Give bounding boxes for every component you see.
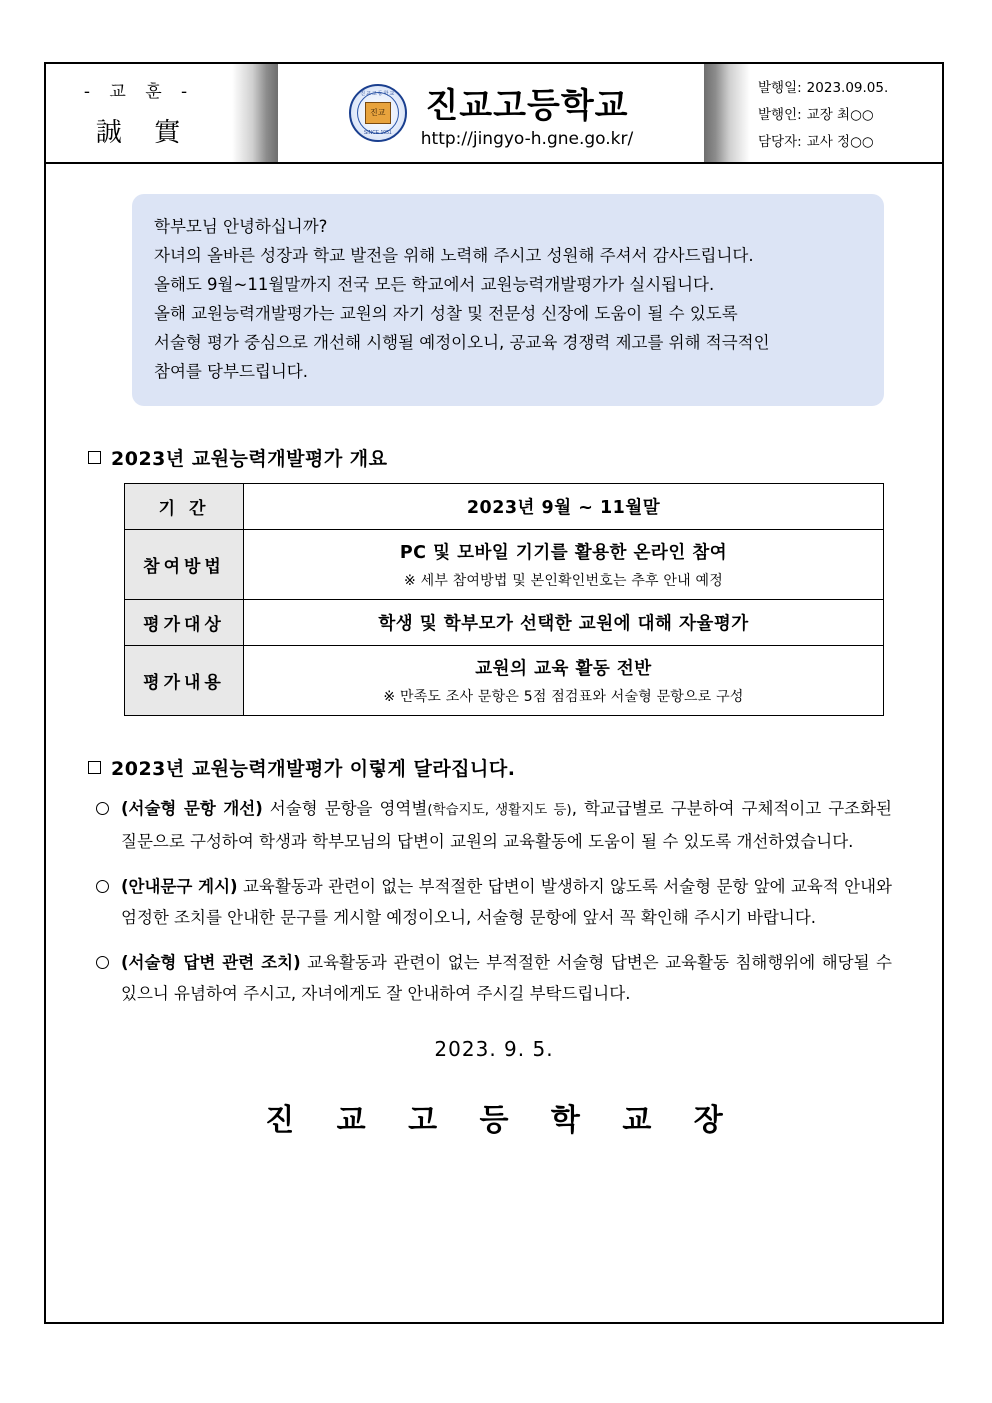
document-page xyxy=(44,62,944,1324)
emblem-bottom-text: SINCE 1951 xyxy=(363,130,392,136)
meta-value-publisher: 교장 최○○ xyxy=(806,107,874,123)
school-identity xyxy=(278,64,704,162)
meta-row-contact xyxy=(758,130,942,150)
table-row-value xyxy=(244,600,884,646)
list-item-text xyxy=(121,793,892,857)
list-item xyxy=(96,793,892,857)
emblem-core-text: 진교 xyxy=(365,102,391,124)
table-row xyxy=(125,646,884,716)
section-heading-overview-label: 2023년 교원능력개발평가 개요 xyxy=(111,448,388,470)
header-gradient-left xyxy=(232,64,278,162)
list-item-title: (서술형 답변 관련 조치) xyxy=(121,953,301,972)
publication-meta xyxy=(750,64,942,162)
notice-line: 올해도 9월~11월말까지 전국 모든 학교에서 교원능력개발평가가 실시됩니다. xyxy=(154,275,715,294)
list-item xyxy=(96,947,892,1009)
changes-list xyxy=(76,793,912,1009)
list-item-title: (서술형 문항 개선) xyxy=(121,799,263,818)
meta-label-issue-date: 발행일: xyxy=(758,80,802,96)
table-row-value xyxy=(244,646,884,716)
table-row xyxy=(125,484,884,530)
document-date: 2023. 9. 5. xyxy=(434,1037,554,1061)
document-signature: 진 교 고 등 학 교 장 xyxy=(265,1103,739,1138)
list-item-body-pre: 교육활동과 관련이 없는 부적절한 서술형 답변은 교육활동 침해행위에 해당될 수 있으니 유념하여 주시고, 자녀에게도 잘 안내하여 주시길 부탁드립니다. xyxy=(121,953,892,1003)
list-item-body-pre: 교육활동과 관련이 없는 부적절한 답변이 발생하지 않도록 서술형 문항 앞에 교육적 안내와 엄정한 조치를 안내한 문구를 게시할 예정이오니, 서술형 문항에 앞서 꼭 확인해 주시기 바랍니다. xyxy=(121,877,892,927)
school-url[interactable]: http://jingyo-h.gne.go.kr/ xyxy=(420,128,634,149)
meta-value-issue-date: 2023.09.05. xyxy=(806,80,889,96)
square-bullet-icon xyxy=(88,451,101,464)
table-row-value xyxy=(244,484,884,530)
table-row xyxy=(125,530,884,600)
notice-line: 학부모님 안녕하십니까? xyxy=(154,217,328,236)
table-value-main: 2023년 9월 ~ 11월말 xyxy=(466,498,661,518)
emblem-top-text: 진교고등학교 xyxy=(360,91,396,97)
square-bullet-icon xyxy=(88,761,101,774)
school-text-block xyxy=(421,78,633,149)
school-motto xyxy=(46,64,232,162)
school-name: 진교고등학교 xyxy=(425,85,629,126)
notice-line: 서술형 평가 중심으로 개선해 시행될 예정이오니, 공교육 경쟁력 제고를 위해 적극적인 xyxy=(154,333,770,352)
table-value-main: 학생 및 학부모가 선택한 교원에 대해 자율평가 xyxy=(378,614,749,634)
motto-title: - 교 훈 - xyxy=(83,82,195,102)
section-heading-changes xyxy=(88,754,912,781)
meta-row-publisher xyxy=(758,103,942,123)
list-item xyxy=(96,871,892,933)
list-item-text xyxy=(121,947,892,1009)
table-value-main: 교원의 교육 활동 전반 xyxy=(475,659,652,679)
motto-word: 誠 實 xyxy=(95,118,193,148)
table-row-label: 평가내용 xyxy=(125,646,244,716)
list-item-text xyxy=(121,871,892,933)
table-row xyxy=(125,600,884,646)
list-item-body-pre: 서술형 문항을 영역별 xyxy=(262,799,428,818)
meta-value-contact: 교사 정○○ xyxy=(806,134,874,150)
document-header xyxy=(46,64,942,164)
table-value-sub: ※ 세부 참여방법 및 본인확인번호는 추후 안내 예정 xyxy=(404,573,723,589)
overview-table xyxy=(124,483,884,716)
table-row-value xyxy=(244,530,884,600)
list-item-title: (안내문구 게시) xyxy=(121,877,238,896)
section-heading-overview xyxy=(88,444,912,471)
school-emblem-icon xyxy=(349,84,407,142)
circle-bullet-icon xyxy=(96,956,109,969)
table-row-label: 평가대상 xyxy=(125,600,244,646)
table-row-label: 기 간 xyxy=(125,484,244,530)
circle-bullet-icon xyxy=(96,880,109,893)
meta-label-publisher: 발행인: xyxy=(758,107,802,123)
notice-line: 올해 교원능력개발평가는 교원의 자기 성찰 및 전문성 신장에 도움이 될 수 있도록 xyxy=(154,304,738,323)
list-item-body-post: , 학교급별로 구분하여 구체적이고 구조화된 질문으로 구성하여 학생과 학부모님의 답변이 교원의 교육활동에 도움이 될 수 있도록 개선하였습니다. xyxy=(121,799,892,851)
table-value-main: PC 및 모바일 기기를 활용한 온라인 참여 xyxy=(399,543,728,563)
circle-bullet-icon xyxy=(96,802,109,815)
meta-row-issue-date xyxy=(758,76,942,96)
table-row-label: 참여방법 xyxy=(125,530,244,600)
section-heading-changes-label: 2023년 교원능력개발평가 이렇게 달라집니다. xyxy=(111,758,516,780)
greeting-notice-box xyxy=(132,194,884,406)
notice-line: 참여를 당부드립니다. xyxy=(154,362,308,381)
notice-line: 자녀의 올바른 성장과 학교 발전을 위해 노력해 주시고 성원해 주셔서 감사드립니다. xyxy=(154,246,754,265)
table-value-sub: ※ 만족도 조사 문항은 5점 점검표와 서술형 문항으로 구성 xyxy=(383,689,744,705)
header-gradient-right xyxy=(704,64,750,162)
document-body xyxy=(46,164,942,1139)
list-item-body-small: (학습지도, 생활지도 등) xyxy=(427,802,572,818)
meta-label-contact: 담당자: xyxy=(758,134,802,150)
